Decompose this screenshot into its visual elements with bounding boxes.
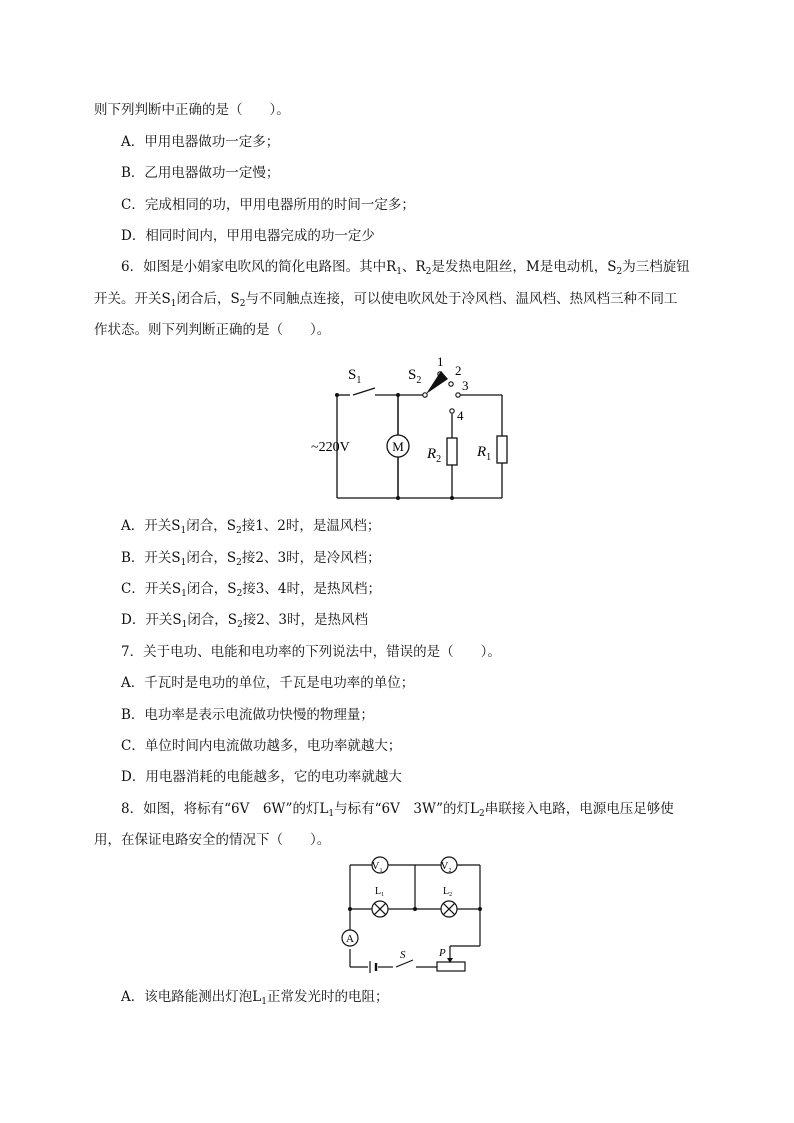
r1-label: $R_1$ xyxy=(477,444,492,463)
r1-resistor xyxy=(497,436,507,463)
q7-option-d: D．用电器消耗的电能越多，它的电功率就越大 xyxy=(121,769,402,785)
q8-stem-line1: 8．如图，将标有“6V 6W”的灯$L_1$与标有“6V 3W”的灯$L_2$串联接入电路，电源电压足够使 xyxy=(121,801,674,819)
rheostat xyxy=(437,962,465,971)
lamp-2-label: $L_2$ xyxy=(443,886,453,898)
q7-stem: 7．关于电功、电能和电功率的下列说法中，错误的是（ ）。 xyxy=(121,644,501,660)
contact-4 xyxy=(450,409,454,413)
r2-resistor xyxy=(447,438,457,465)
ammeter-label: A xyxy=(346,933,354,945)
q5-option-d: D．相同时间内，甲用电器完成的功一定少 xyxy=(121,228,375,244)
s2-rotary-blade xyxy=(426,371,448,394)
contact-1-label: 1 xyxy=(437,354,444,369)
slider-label: P xyxy=(439,947,446,959)
switch-label: S xyxy=(400,949,406,961)
s1-switch-blade xyxy=(353,388,375,395)
switch-blade xyxy=(396,960,413,967)
r2-label: $R_2$ xyxy=(427,446,442,465)
voltmeter-2-label: $V_2$ xyxy=(440,860,452,874)
voltmeter-1-label: $V_1$ xyxy=(371,860,383,874)
q8-option-a: A．该电路能测出灯泡$L_1$正常发光时的电阻； xyxy=(121,989,389,1007)
q6-option-b: B．开关$S_1$闭合，$S_2$接2、3时，是冷风档； xyxy=(121,550,381,568)
q6-option-c: C．开关$S_1$闭合，$S_2$接3、4时，是热风档； xyxy=(121,581,381,599)
contact-3-label: 3 xyxy=(462,378,469,393)
q6-stem-line1: 6．如图是小娟家电吹风的简化电路图。其中$R_1$、$R_2$是发热电阻丝，M是电动机，$S_2$为三档旋钮 xyxy=(121,259,690,277)
contact-2 xyxy=(449,382,453,386)
contact-4-label: 4 xyxy=(457,408,464,423)
q6-option-a: A．开关$S_1$闭合，$S_2$接1、2时，是温风档； xyxy=(121,518,381,536)
q8-stem-line2: 用，在保证电路安全的情况下（ ）。 xyxy=(94,832,331,848)
q5-option-c: C．完成相同的功，甲用电器所用的时间一定多； xyxy=(121,197,415,213)
contact-2-label: 2 xyxy=(455,363,462,378)
s2-label: $S_2$ xyxy=(408,367,422,386)
q6-option-d: D．开关$S_1$闭合，$S_2$接2、3时，是热风档 xyxy=(121,612,368,630)
q7-option-a: A．千瓦时是电功的单位，千瓦是电功率的单位； xyxy=(121,675,415,691)
contact-3 xyxy=(456,393,460,397)
q5-stem-tail: 则下列判断中正确的是（ ）。 xyxy=(94,102,290,118)
q6-stem-line3: 作状态。则下列判断正确的是（ ）。 xyxy=(94,322,331,338)
s1-label: $S_1$ xyxy=(348,367,362,386)
q6-stem-line2: 开关。开关$S_1$闭合后，$S_2$与不同触点连接，可以使电吹风处于冷风档、温风档、热风档三种不同工 xyxy=(94,291,678,309)
q7-option-c: C．单位时间内电流做功越多，电功率就越大； xyxy=(121,738,402,754)
source-label: ~220V xyxy=(311,440,350,455)
q5-option-b: B．乙用电器做功一定慢； xyxy=(121,165,280,181)
hair-dryer-circuit-diagram xyxy=(300,348,530,508)
lamp-1-label: $L_1$ xyxy=(375,886,385,898)
q7-option-b: B．电功率是表示电流做功快慢的物理量； xyxy=(121,707,374,723)
motor-label: M xyxy=(392,439,404,454)
two-lamp-circuit-diagram xyxy=(338,850,488,975)
q5-option-a: A．甲用电器做功一定多； xyxy=(121,134,280,150)
